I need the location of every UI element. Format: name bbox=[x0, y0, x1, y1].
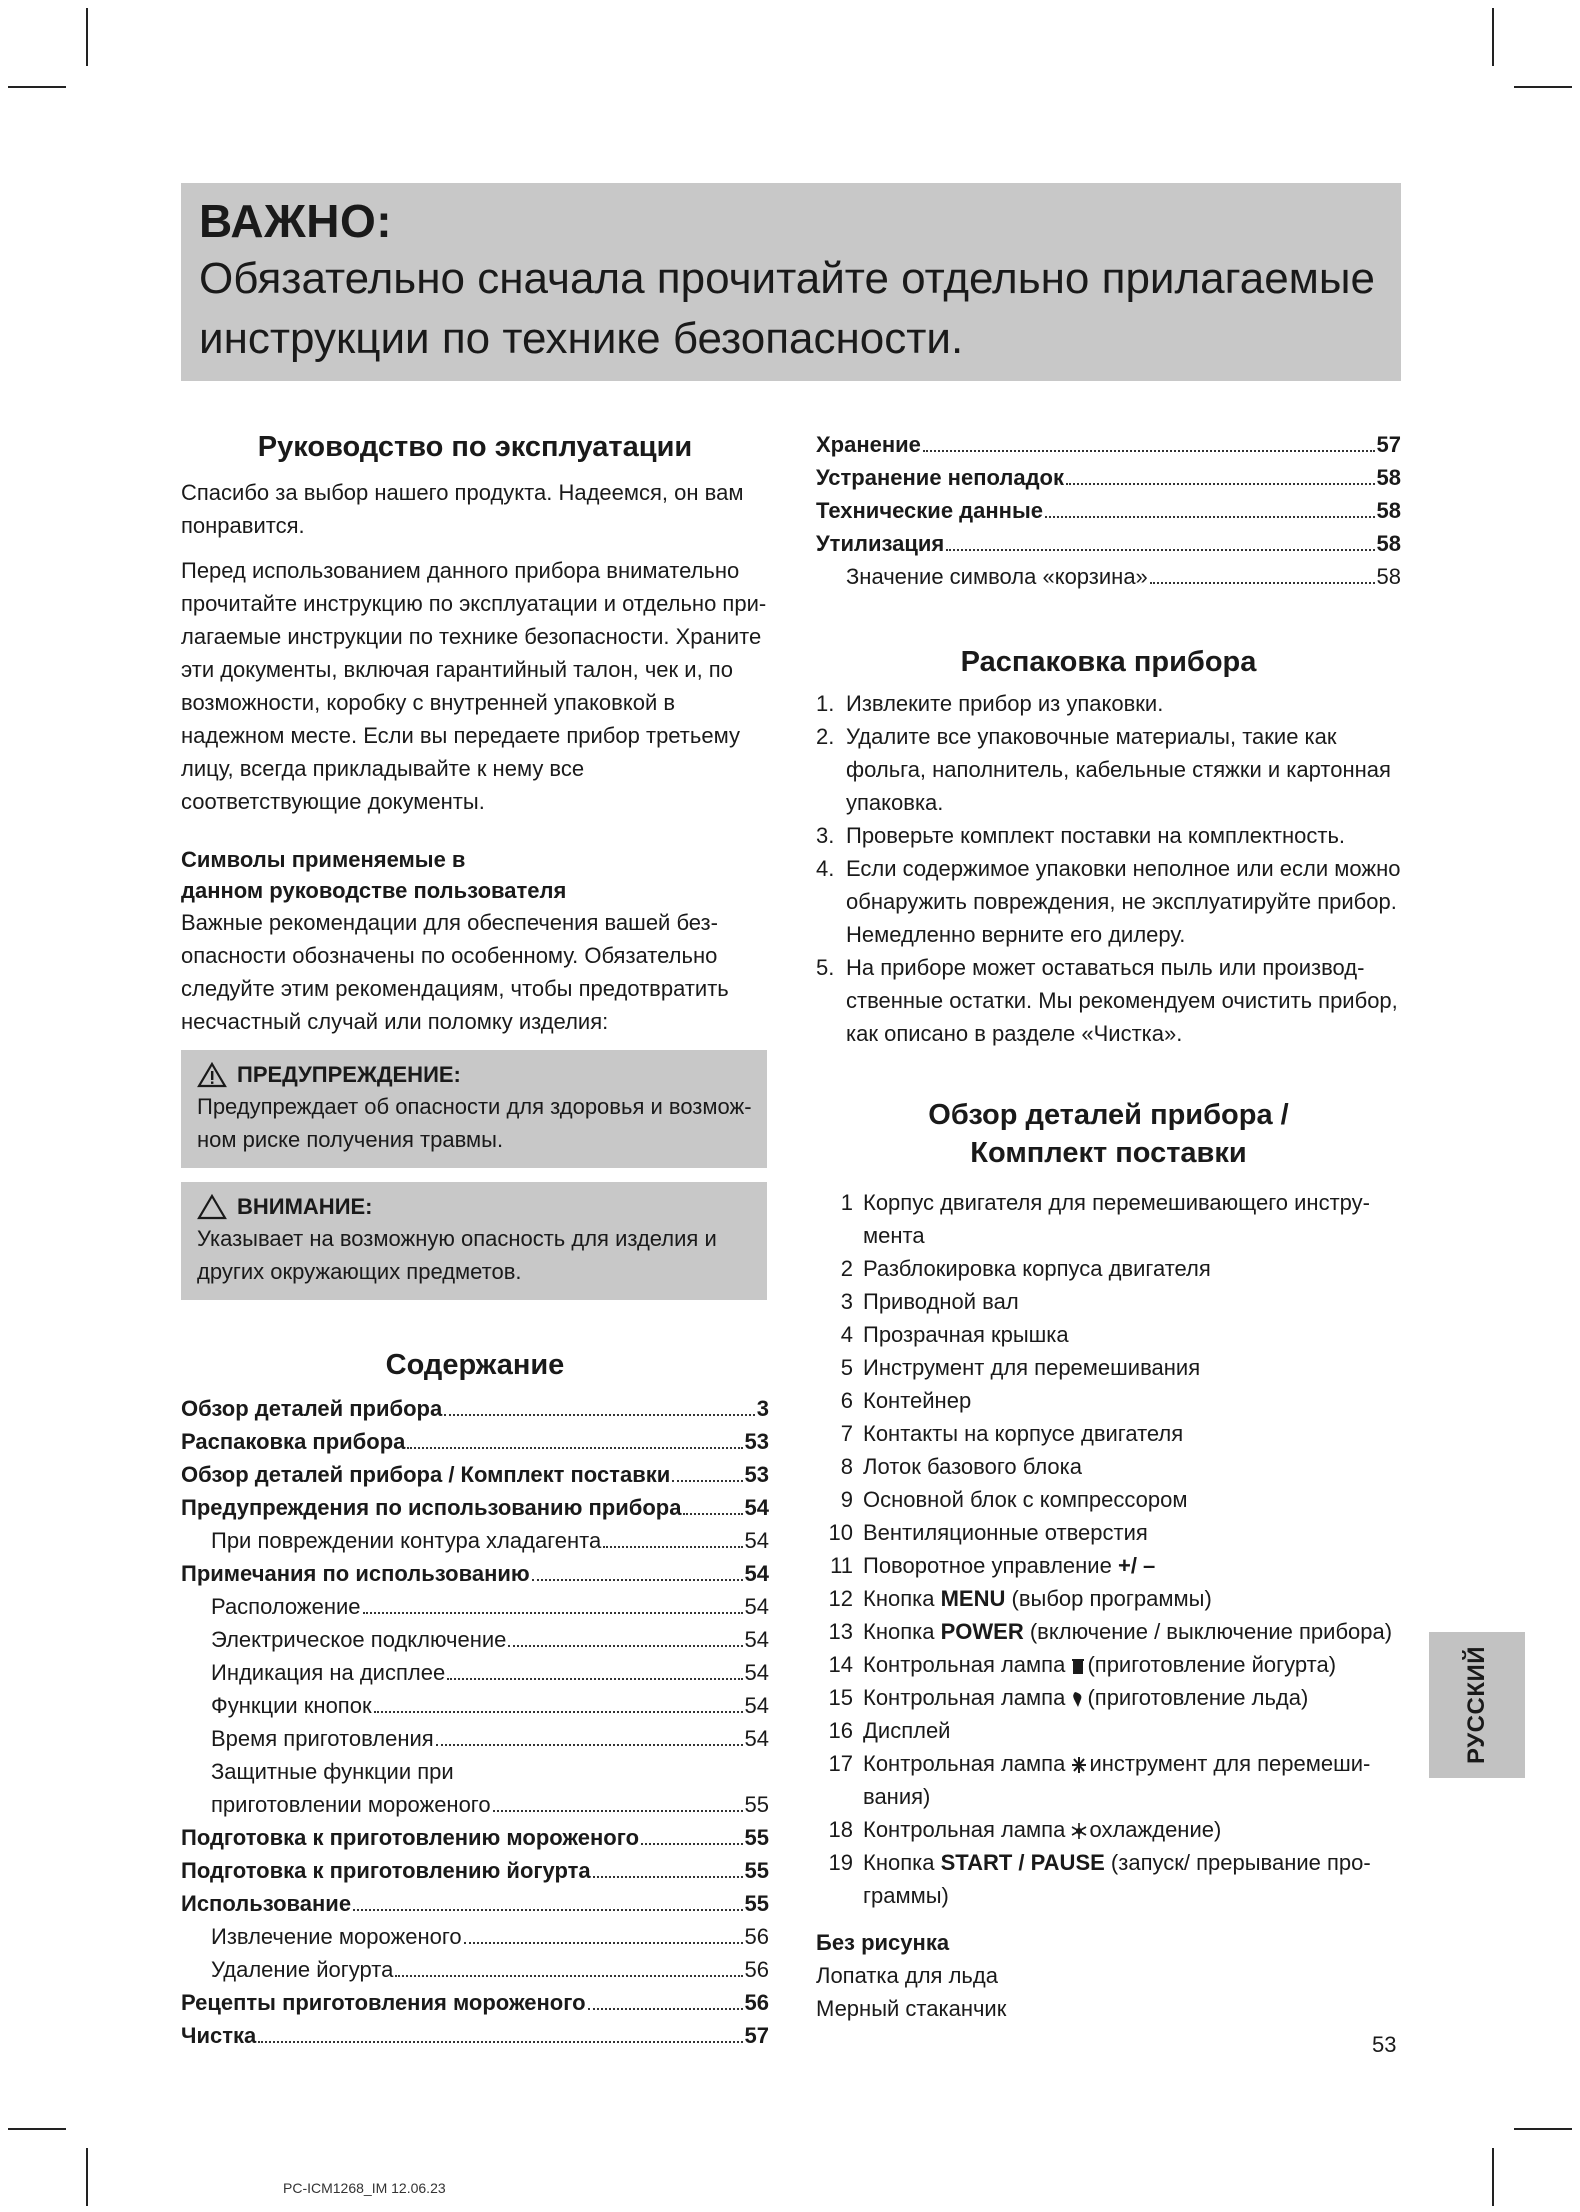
caution-triangle-icon bbox=[197, 1194, 227, 1220]
toc-entry[interactable]: Утилизация 58 bbox=[816, 531, 1401, 556]
toc-entry[interactable]: Удаление йогурта 56 bbox=[211, 1957, 769, 1982]
manual-title: Руководство по эксплуатации bbox=[257, 431, 693, 463]
manual-paragraph: Перед использованием данного прибора внимательно прочитайте инструкцию по эксплуатации и отдельно прилагаемые инструкции по технике безопасности. Храните эти документы, включая гарантийный талон, чек и, по возможности, коробку с внутренней упаковкой в надежном месте. Если вы передаете прибор третьему лицу, всегда прикладывайте к нему все соответствующие документы. bbox=[181, 558, 767, 814]
unpacking-title: Распаковка прибора bbox=[960, 646, 1257, 678]
toc-entry[interactable]: Функции кнопок 54 bbox=[211, 1693, 769, 1718]
list-item: 15 Контрольная лампа (приготовление льда) bbox=[828, 1685, 1309, 1710]
extra-item: Мерный стаканчик bbox=[816, 1996, 1007, 2021]
toc-entry[interactable]: Примечания по использованию 54 bbox=[181, 1561, 769, 1586]
symbols-title-1: Символы применяемые в bbox=[181, 847, 466, 872]
language-tab bbox=[1429, 1632, 1525, 1778]
toc-entry[interactable]: Время приготовления 54 bbox=[211, 1726, 769, 1751]
list-item: 16 Дисплей bbox=[828, 1718, 951, 1743]
caution-box bbox=[181, 1182, 767, 1300]
extra-item: Лопатка для льда bbox=[816, 1963, 998, 1988]
yogurt-lamp-icon bbox=[1071, 1657, 1085, 1675]
warning-text: Предупреждает об опасности для здоровья и возможном риске получения травмы. bbox=[197, 1094, 752, 1152]
crop-mark bbox=[8, 86, 66, 88]
footer-code: PC-ICM1268_IM 12.06.23 bbox=[283, 2180, 446, 2196]
toc-entry[interactable]: Чистка 57 bbox=[181, 2023, 769, 2048]
toc-entry[interactable]: Индикация на дисплее 54 bbox=[211, 1660, 769, 1685]
toc-right bbox=[816, 428, 1401, 593]
symbols-text: Важные рекомендации для обеспечения вашей безопасности обозначены по особенному. Обязательно следуйте этим рекомендациям, чтобы предотвратить несчастный случай или поломку изделия: bbox=[181, 910, 729, 1034]
list-item: 11 Поворотное управление +/ – bbox=[830, 1553, 1156, 1578]
left-column bbox=[181, 428, 769, 2052]
toc-entry[interactable]: Технические данные 58 bbox=[816, 498, 1401, 523]
crop-mark bbox=[1514, 2128, 1572, 2130]
toc-entry[interactable]: Извлечение мороженого 56 bbox=[211, 1924, 769, 1949]
warning-triangle-icon bbox=[197, 1062, 227, 1088]
list-item: 6 Контейнер bbox=[840, 1388, 972, 1413]
toc-entry[interactable]: Расположение 54 bbox=[211, 1594, 769, 1619]
crop-mark bbox=[86, 2148, 88, 2206]
contents-title: Содержание bbox=[385, 1349, 565, 1381]
toc-entry[interactable]: Использование 55 bbox=[181, 1891, 769, 1916]
overview-title-1: Обзор деталей прибора / bbox=[928, 1099, 1289, 1131]
toc-entry[interactable]: Значение символа «корзина» 58 bbox=[846, 564, 1401, 589]
toc-entry[interactable]: Хранение 57 bbox=[816, 432, 1401, 457]
parts-list bbox=[816, 1186, 1401, 1912]
warning-label: ПРЕДУПРЕЖДЕНИЕ: bbox=[237, 1062, 461, 1087]
list-item: 1 Корпус двигателя для перемешивающего инструмента bbox=[840, 1190, 1370, 1248]
toc-entry[interactable]: Подготовка к приготовлению йогурта 55 bbox=[181, 1858, 769, 1883]
list-item: 10 Вентиляционные отверстия bbox=[828, 1520, 1148, 1545]
list-item: 7 Контакты на корпусе двигателя bbox=[840, 1421, 1184, 1446]
list-item: 9 Основной блок с компрессором bbox=[840, 1487, 1188, 1512]
list-item: 5. На приборе может оставаться пыль или производственные остатки. Мы рекомендуем очистить прибор, как описано в разделе «Чистка». bbox=[816, 955, 1398, 1046]
important-banner bbox=[181, 183, 1401, 381]
toc-entry[interactable]: Устранение неполадок 58 bbox=[816, 465, 1401, 490]
list-item: 17 Контрольная лампа инструмент для перемешивания) bbox=[828, 1751, 1371, 1809]
toc-entry[interactable]: Распаковка прибора 53 bbox=[181, 1429, 769, 1454]
list-item: 2 Разблокировка корпуса двигателя bbox=[840, 1256, 1211, 1281]
right-column bbox=[816, 428, 1401, 2025]
warning-box bbox=[181, 1050, 767, 1168]
important-line-1: Обязательно сначала прочитайте отдельно прилагаемые bbox=[199, 254, 1376, 303]
overview-title-2: Комплект поставки bbox=[970, 1137, 1247, 1169]
toc-entry[interactable]: Рецепты приготовления мороженого 56 bbox=[181, 1990, 769, 2015]
crop-mark bbox=[1492, 2148, 1494, 2206]
toc-left bbox=[181, 1392, 769, 2052]
important-title: ВАЖНО: bbox=[199, 195, 393, 247]
no-figure-title: Без рисунка bbox=[816, 1930, 950, 1955]
list-item: 4 Прозрачная крышка bbox=[840, 1322, 1069, 1347]
cooling-lamp-icon bbox=[1071, 1822, 1087, 1840]
list-item: 8 Лоток базового блока bbox=[840, 1454, 1082, 1479]
list-item: 12 Кнопка MENU (выбор программы) bbox=[828, 1586, 1212, 1611]
toc-entry[interactable]: Электрическое подключение 54 bbox=[211, 1627, 769, 1652]
list-item: 13 Кнопка POWER (включение / выключение прибора) bbox=[828, 1619, 1393, 1644]
toc-entry[interactable]: Предупреждения по использованию прибора 54 bbox=[181, 1495, 769, 1520]
list-item: 5 Инструмент для перемешивания bbox=[840, 1355, 1201, 1380]
stirring-lamp-icon bbox=[1071, 1756, 1087, 1774]
manual-intro: Спасибо за выбор нашего продукта. Надеемся, он вам понравится. bbox=[181, 480, 744, 538]
rotary-symbol: +/ – bbox=[1117, 1553, 1156, 1578]
toc-entry[interactable]: Обзор деталей прибора 3 bbox=[181, 1396, 769, 1421]
symbols-title-2: данном руководстве пользователя bbox=[181, 878, 567, 903]
important-line-2: инструкции по технике безопасности. bbox=[199, 314, 964, 363]
list-item: 14 Контрольная лампа (приготовление йогурта) bbox=[828, 1652, 1337, 1677]
page-number: 53 bbox=[1372, 2032, 1397, 2057]
crop-mark bbox=[86, 8, 88, 66]
list-item: 18 Контрольная лампа охлаждение) bbox=[828, 1817, 1222, 1842]
ice-lamp-icon bbox=[1071, 1690, 1085, 1708]
language-label: РУССКИЙ bbox=[1463, 1646, 1490, 1764]
toc-entry[interactable]: Подготовка к приготовлению мороженого 55 bbox=[181, 1825, 769, 1850]
toc-entry[interactable]: Обзор деталей прибора / Комплект поставки 53 bbox=[181, 1462, 769, 1487]
caution-text: Указывает на возможную опасность для изделия и других окружающих предметов. bbox=[197, 1226, 717, 1284]
crop-mark bbox=[1492, 8, 1494, 66]
list-item: 3. Проверьте комплект поставки на комплектность. bbox=[816, 823, 1346, 848]
crop-mark bbox=[1514, 86, 1572, 88]
list-item: 4. Если содержимое упаковки неполное или если можно обнаружить повреждения, не эксплуатируйте прибор. Немедленно верните его дилеру. bbox=[816, 856, 1401, 947]
crop-mark bbox=[8, 2128, 66, 2130]
toc-entry[interactable]: Защитные функции при приготовлении мороженого 55 bbox=[211, 1759, 769, 1817]
list-item: 2. Удалите все упаковочные материалы, такие как фольга, наполнитель, кабельные стяжки и картонная упаковка. bbox=[816, 724, 1391, 815]
list-item: 3 Приводной вал bbox=[840, 1289, 1019, 1314]
list-item: 1. Извлеките прибор из упаковки. bbox=[816, 691, 1164, 716]
list-item: 19 Кнопка START / PAUSE (запуск/ прерывание программы) bbox=[828, 1850, 1371, 1908]
toc-entry[interactable]: При повреждении контура хладагента 54 bbox=[211, 1528, 769, 1553]
caution-label: ВНИМАНИЕ: bbox=[237, 1194, 373, 1219]
unpacking-steps bbox=[816, 687, 1401, 1050]
